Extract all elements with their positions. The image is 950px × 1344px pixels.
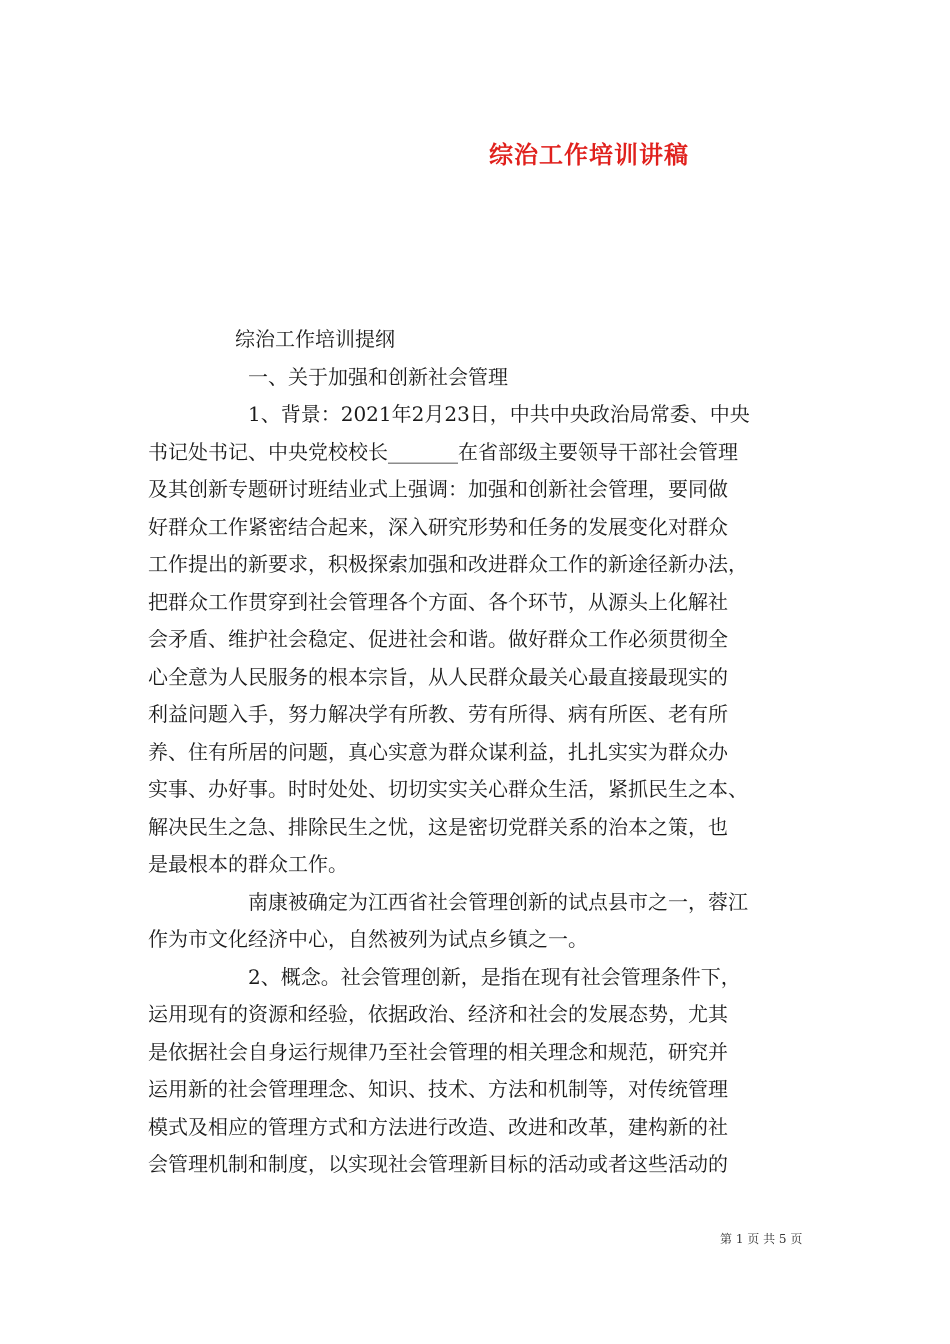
- paragraph-line: 解决民生之急、排除民生之忧，这是密切党群关系的治本之策，也: [148, 814, 728, 839]
- paragraph-line: 好群众工作紧密结合起来，深入研究形势和任务的发展变化对群众: [148, 514, 728, 539]
- paragraph-line: 书记处书记、中央党校校长_______在省部级主要领导干部社会管理: [148, 439, 738, 464]
- paragraph-line: 南康被确定为江西省社会管理创新的试点县市之一，蓉江: [248, 889, 748, 914]
- paragraph-line: 工作提出的新要求，积极探索加强和改进群众工作的新途径新办法，: [148, 552, 748, 576]
- paragraph-line: 是依据社会自身运行规律乃至社会管理的相关理念和规范，研究并: [148, 1039, 728, 1064]
- paragraph-line: 心全意为人民服务的根本宗旨，从人民群众最关心最直接最现实的: [148, 664, 728, 689]
- paragraph-nankang: [148, 884, 820, 959]
- document-title: 综治工作培训讲稿: [489, 140, 689, 169]
- page-number: 第 1 页 共 5 页: [720, 1232, 803, 1246]
- paragraph-line: 利益问题入手，努力解决学有所教、劳有所得、病有所医、老有所: [148, 702, 728, 726]
- paragraph-line: 养、住有所居的问题，真心实意为群众谋利益，扎扎实实为群众办: [148, 739, 728, 764]
- paragraph-line: 把群众工作贯穿到社会管理各个方面、各个环节，从源头上化解社: [148, 589, 728, 614]
- paragraph-line: 模式及相应的管理方式和方法进行改造、改进和改革，建构新的社: [148, 1114, 728, 1139]
- paragraph-line: 实事、办好事。时时处处、切切实实关心群众生活，紧抓民生之本、: [148, 777, 748, 801]
- paragraph-line: 会管理机制和制度，以实现社会管理新目标的活动或者这些活动的: [148, 1152, 728, 1176]
- paragraph-line: 2、概念。社会管理创新，是指在现有社会管理条件下，: [248, 964, 741, 989]
- paragraph-background: [148, 396, 820, 884]
- outline-title: 综治工作培训提纲: [235, 327, 395, 351]
- section-heading: 一、关于加强和创新社会管理: [248, 364, 508, 389]
- paragraph-line: 作为市文化经济中心，自然被列为试点乡镇之一。: [148, 927, 588, 951]
- document-body: [148, 321, 820, 1184]
- paragraph-concept: [148, 959, 820, 1184]
- paragraph-line: 运用现有的资源和经验，依据政治、经济和社会的发展态势，尤其: [148, 1002, 728, 1026]
- paragraph-line: 1、背景：2021年2月23日，中共中央政治局常委、中央: [248, 402, 750, 426]
- paragraph-line: 及其创新专题研讨班结业式上强调：加强和创新社会管理，要同做: [148, 477, 728, 501]
- paragraph-line: 运用新的社会管理理念、知识、技术、方法和机制等，对传统管理: [148, 1077, 728, 1101]
- paragraph-line: 会矛盾、维护社会稳定、促进社会和谐。做好群众工作必须贯彻全: [148, 627, 728, 651]
- paragraph-line: 是最根本的群众工作。: [148, 852, 348, 876]
